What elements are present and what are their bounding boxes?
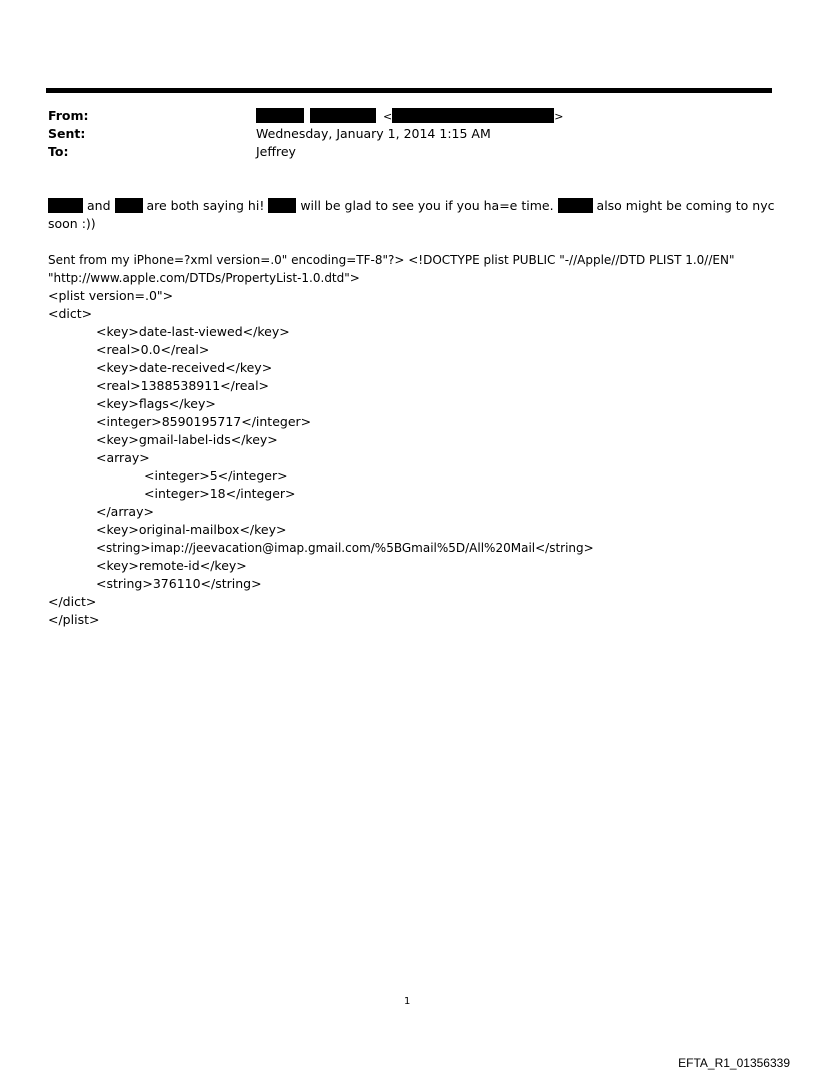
header-rule [46, 88, 772, 93]
redaction-block [558, 198, 593, 213]
plist-line-10: <key>gmail-label-ids</key> [96, 432, 278, 447]
document-id: EFTA_R1_01356339 [678, 1056, 790, 1070]
plist-line-5: <real>0.0</real> [96, 342, 210, 357]
redaction-block [310, 108, 376, 123]
message-and: and [86, 198, 111, 213]
page-number: 1 [404, 996, 411, 1007]
plist-line-2: <plist version=.0"> [48, 288, 174, 303]
plist-line-20: </plist> [48, 612, 100, 627]
plist-line-6: <key>date-received</key> [96, 360, 273, 375]
plist-line-11: <array> [96, 450, 150, 465]
plist-line-9: <integer>8590195717</integer> [96, 414, 312, 429]
message-both-saying: are both saying hi! [146, 198, 265, 213]
plist-line-13: <integer>18</integer> [144, 486, 296, 501]
redaction-block [268, 198, 296, 213]
sent-label: Sent: [48, 126, 86, 141]
plist-line-15: <key>original-mailbox</key> [96, 522, 287, 537]
from-label: From: [48, 108, 89, 123]
from-angle-open: < [382, 110, 393, 123]
redaction-block [48, 198, 83, 213]
plist-line-14: </array> [96, 504, 154, 519]
redaction-block [256, 108, 304, 123]
to-value: Jeffrey [256, 144, 296, 159]
to-label: To: [48, 144, 69, 159]
sent-value: Wednesday, January 1, 2014 1:15 AM [256, 126, 491, 141]
plist-line-0: Sent from my iPhone=?xml version=.0" encoding=TF-8"?> <!DOCTYPE plist PUBLIC "-//Apple//DTD PLIST 1.0//EN" [48, 253, 735, 267]
plist-line-1: "http://www.apple.com/DTDs/PropertyList-1.0.dtd"> [48, 271, 360, 285]
plist-line-4: <key>date-last-viewed</key> [96, 324, 290, 339]
redaction-block [392, 108, 554, 123]
plist-line-12: <integer>5</integer> [144, 468, 288, 483]
message-also: also might be coming to nyc [596, 198, 775, 213]
plist-line-16: <string>imap://jeevacation@imap.gmail.com/%5BGmail%5D/All%20Mail</string> [96, 541, 594, 555]
plist-line-19: </dict> [48, 594, 97, 609]
plist-line-17: <key>remote-id</key> [96, 558, 247, 573]
plist-line-7: <real>1388538911</real> [96, 378, 270, 393]
message-line-2: soon :)) [48, 216, 96, 231]
redaction-block [115, 198, 143, 213]
from-angle-close: > [554, 110, 564, 123]
message-glad: will be glad to see you if you ha=e time. [300, 198, 554, 213]
plist-line-8: <key>flags</key> [96, 396, 216, 411]
from-value [256, 107, 563, 126]
plist-line-18: <string>376110</string> [96, 576, 262, 591]
plist-line-3: <dict> [48, 306, 93, 321]
message-line-1 [48, 197, 775, 215]
